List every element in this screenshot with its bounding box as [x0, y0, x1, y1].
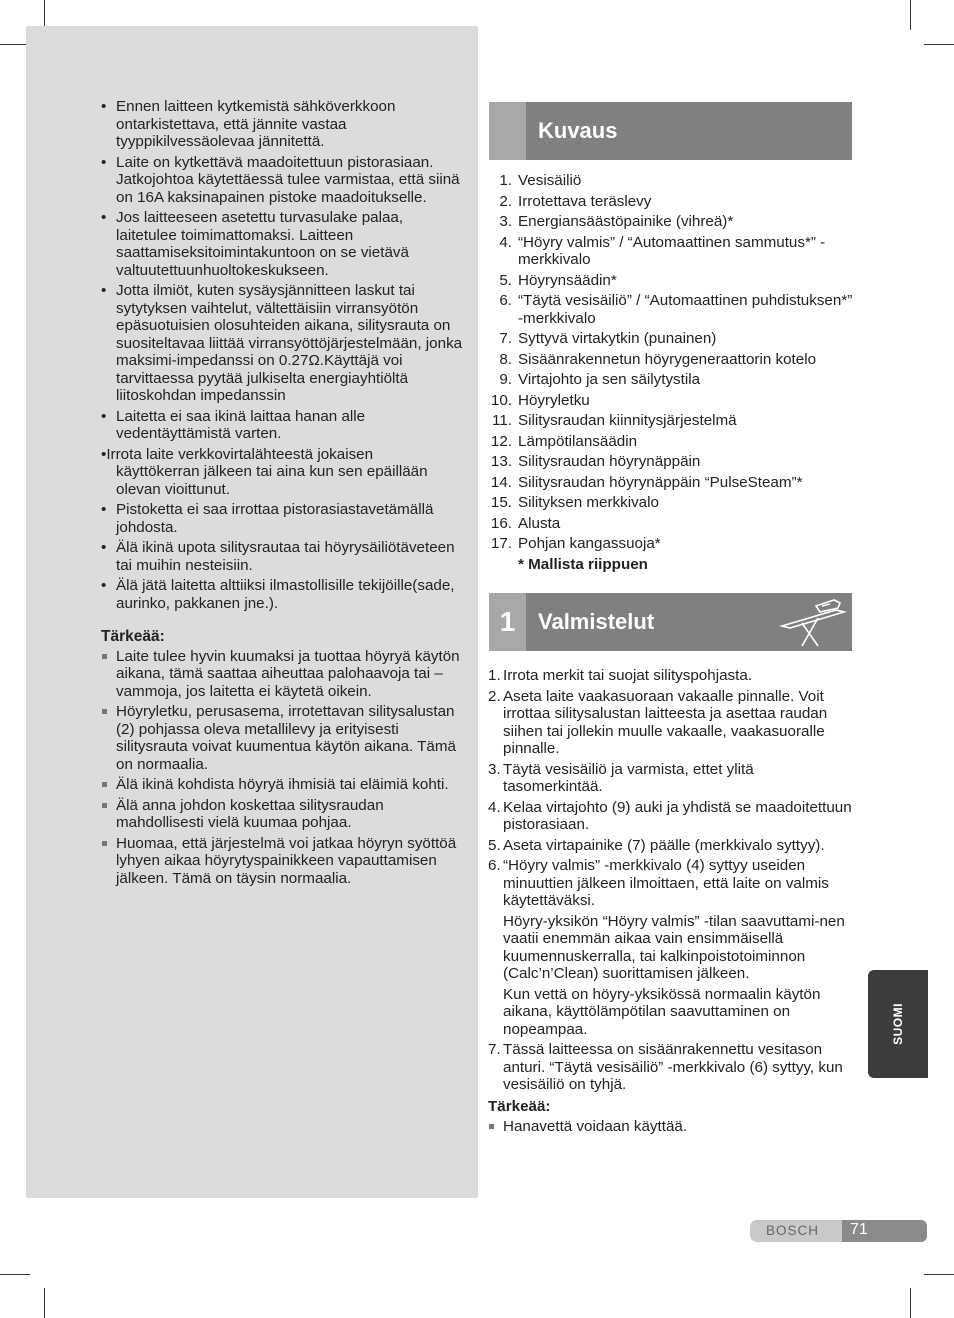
safety-list	[101, 98, 466, 612]
ironing-board-icon	[776, 596, 848, 648]
step-item: 7. Tässä laitteessa on sisäänrakennettu vesitason anturi. “Täytä vesisäiliö” -merkkivalo (6) syttyy, kun vesisäiliö on tyhjä.	[488, 1041, 843, 1093]
list-item: 15. Silityksen merkkivalo	[490, 494, 659, 511]
crop-mark	[44, 1288, 45, 1318]
list-item: 2. Irrotettava teräslevy	[499, 192, 652, 210]
important-heading: Tärkeää:	[101, 628, 165, 645]
list-item: Huomaa, että järjestelmä voi jatkaa höyryn syöttöä lyhyen aikaa höyrytyspainikkeen vapauttamisen jälkeen. Tämä on täysin normaalia.	[101, 835, 466, 888]
section-header-kuvaus	[489, 102, 852, 160]
preparation-steps	[488, 667, 856, 1136]
safety-text	[101, 98, 466, 890]
step-item: 6. “Höyry valmis” -merkkivalo (4) syttyy useiden minuuttien jälkeen ilmoittaen, että laite on valmis käytettäväksi. Höyry-yksikön “Höyry valmis” -tilan saavuttami-nen vaatii enemmän aikaa vain ensimmäisellä kuumennuskerralla, tai kalkinpoistotoiminnon (Calc’n’Clean) suorittamisen jälkeen. Kun vettä on höyry-yksikössä normaalin käytön aikana, käyttölämpötilan saavuttaminen on nopeampaa.	[488, 857, 856, 1038]
step-item: 5. Aseta virtapainike (7) päälle (merkkivalo syttyy).	[488, 836, 825, 854]
safety-panel	[26, 26, 478, 1198]
important-heading: Tärkeää:	[488, 1097, 551, 1115]
list-item: 6. “Täytä vesisäiliö” / “Automaattinen puhdistuksen*” -merkkivalo	[499, 292, 853, 327]
list-item: •Irrota laite verkkovirtalähteestä jokaisen käyttökerran jälkeen tai aina kun sen epäillään olevan vioittunut.	[101, 445, 428, 498]
step-item: 4. Kelaa virtajohto (9) auki ja yhdistä se maadoitettuun pistorasiaan.	[488, 798, 852, 833]
page-number: 71	[842, 1220, 927, 1242]
list-item: Höyryletku, perusasema, irrotettavan silitysalustan (2) pohjassa oleva metallilevy ja erityisesti silitysrauta voivat kuumentua käytön aikana. Tämä on normaalia.	[101, 703, 466, 773]
section-tab	[489, 102, 526, 160]
section-title: Kuvaus	[538, 118, 618, 143]
crop-mark	[924, 44, 954, 45]
step-note: Höyry-yksikön “Höyry valmis” -tilan saavuttami-nen vaatii enemmän aikaa vain ensimmäisellä kuumennuskerralla, tai kalkinpoistotoiminnon (Calc’n’Clean) suorittamisen jälkeen.	[503, 912, 845, 982]
list-item: Laite tulee hyvin kuumaksi ja tuottaa höyryä käytön aikana, tämä saattaa aiheuttaa palohaavoja tai –vammoja, jos laitetta ei käytetä oikein.	[101, 648, 466, 701]
section-number: 1	[489, 593, 526, 651]
steps-list	[488, 667, 856, 1094]
step-item: 2. Aseta laite vaakasuoraan vakaalle pinnalle. Voit irrottaa silitysalustan laitteesta ja asettaa raudan siihen tai jollekin muulle vakaalle, vaakasuoralle pinnalle.	[488, 687, 828, 757]
list-item: 1. Vesisäiliö	[499, 172, 582, 189]
list-item: • Laite on kytkettävä maadoitettuun pistorasiaan. Jatkojohtoa käytettäessä tulee varmistaa, että siinä on 16A kaksinapainen pistoke maadoitukselle.	[101, 154, 466, 207]
list-item: Älä ikinä kohdista höyryä ihmisiä tai eläimiä kohti.	[101, 776, 466, 794]
list-item: • Pistoketta ei saa irrottaa pistorasiastavetämällä johdosta.	[101, 501, 466, 536]
list-item: Hanavettä voidaan käyttää.	[488, 1118, 856, 1136]
step-item: 3. Täytä vesisäiliö ja varmista, ettet ylitä tasomerkintää.	[488, 760, 754, 795]
section-header-valmistelut	[489, 593, 852, 651]
list-item: 8. Sisäänrakennetun höyrygeneraattorin kotelo	[499, 350, 817, 368]
step-item: 1. Irrota merkit tai suojat silityspohjasta.	[488, 667, 752, 684]
list-item: 10. Höyryletku	[490, 391, 590, 409]
parts-list	[489, 172, 859, 576]
list-item: 5. Höyrynsäädin*	[499, 271, 617, 289]
list-item: 3. Energiansäästöpainike (vihreä)*	[499, 213, 734, 230]
list-item: • Jos laitteeseen asetettu turvasulake palaa, laitetulee toimimattomaksi. Laitteen saattamiseksitoimintakuntoon on se vietävä valtuutettuunhuoltokeskukseen.	[101, 209, 466, 279]
list-item: 9. Virtajohto ja sen säilytystila	[499, 371, 701, 388]
language-tab: SUOMI	[868, 970, 928, 1078]
crop-mark	[910, 1288, 911, 1318]
step-note: Kun vettä on höyry-yksikössä normaalin käytön aikana, käyttölämpötilan saavuttaminen on nopeampaa.	[503, 985, 821, 1038]
list-item: 4. “Höyry valmis” / “Automaattinen sammutus*” -merkkivalo	[499, 233, 826, 268]
list-item: • Ennen laitteen kytkemistä sähköverkkoon ontarkistettava, että jännite vastaa tyyppikilvessäolevaa jännitettä.	[101, 98, 466, 151]
footer-brand: BOSCH	[750, 1220, 842, 1242]
list-item: 16. Alusta	[490, 514, 561, 532]
crop-mark	[924, 1274, 954, 1275]
list-item: • Älä ikinä upota silitysrautaa tai höyrysäiliötäveteen tai muihin nesteisiin.	[101, 539, 466, 574]
list-item: • Laitetta ei saa ikinä laittaa hanan alle vedentäyttämistä varten.	[101, 408, 466, 443]
crop-mark	[0, 1274, 30, 1275]
crop-mark	[910, 0, 911, 30]
list-item: 11. Silitysraudan kiinnitysjärjestelmä	[492, 412, 737, 429]
list-item: 13. Silitysraudan höyrynäppäin	[490, 453, 701, 470]
model-note: * Mallista riippuen	[518, 555, 648, 573]
list-item: 17. Pohjan kangassuoja*	[490, 535, 661, 552]
list-item: • Älä jätä laitetta alttiiksi ilmastollisille tekijöille(sade, aurinko, pakkanen jne.).	[101, 577, 466, 612]
list-item: • Jotta ilmiöt, kuten sysäysjännitteen laskut tai sytytyksen vaihtelut, vältettäisiin virransyötön epäsuotuisien olosuhteiden aikana, silitysrauta on suositeltavaa liittää virransyöttöjärjestelmään, jonka maksimi-impedanssi on 0.27Ω.Käyttäjä voi tarvittaessa pyytää julkiselta energiayhtiöltä liitoskohdan impedanssin	[101, 282, 466, 405]
list-item: 14. Silitysraudan höyrynäppäin “PulseSteam”*	[490, 473, 803, 491]
list-item: 12. Lämpötilansäädin	[490, 432, 638, 450]
list-item: Älä anna johdon koskettaa silitysraudan mahdollisesti vielä kuumaa pohjaa.	[101, 797, 466, 832]
important-list	[101, 648, 466, 888]
section-title: Valmistelut	[538, 609, 655, 634]
list-item: 7. Syttyvä virtakytkin (punainen)	[499, 330, 717, 347]
